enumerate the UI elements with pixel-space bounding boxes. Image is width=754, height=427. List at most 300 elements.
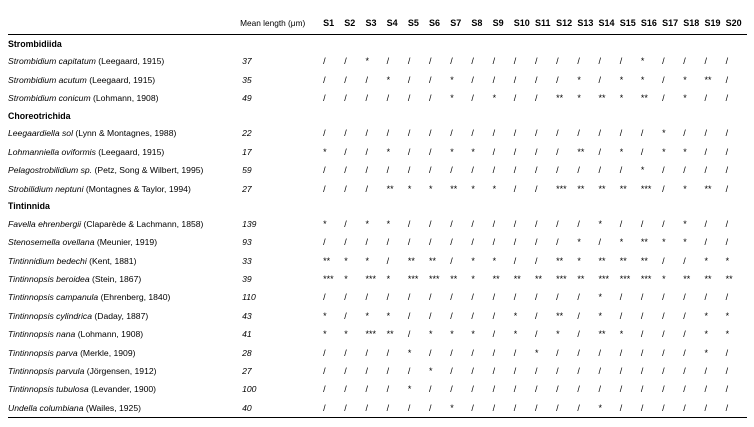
abundance-cell: * <box>704 255 708 266</box>
species-name: Stenosemella ovellana <box>8 237 95 248</box>
abundance-cell: / <box>556 146 559 157</box>
abundance-cell: / <box>704 384 707 395</box>
abundance-cell: / <box>534 384 538 395</box>
abundance-cell: ** <box>450 274 458 285</box>
abundance-cell: / <box>619 310 623 321</box>
abundance-cell: / <box>365 237 368 248</box>
abundance-cell: ** <box>534 274 542 285</box>
abundance-cell: * <box>429 183 433 194</box>
abundance-cell: / <box>492 74 496 85</box>
abundance-cell: / <box>726 399 747 418</box>
station-header-s3: S3 <box>365 12 386 35</box>
species-authority: (Kent, 1881) <box>89 255 137 266</box>
table-row <box>8 179 747 197</box>
table-row <box>8 325 747 343</box>
abundance-cell: / <box>492 384 496 395</box>
abundance-cell: / <box>556 74 559 85</box>
section-row <box>8 35 747 53</box>
abundance-cell: / <box>344 128 347 139</box>
abundance-cell: * <box>619 237 624 248</box>
abundance-cell: * <box>725 329 730 340</box>
station-header-s4: S4 <box>387 12 408 35</box>
abundance-cell: / <box>535 399 556 418</box>
abundance-cell: / <box>492 56 496 67</box>
species-name: Tintinnopsis beroidea <box>8 274 90 285</box>
abundance-cell: * <box>450 146 454 157</box>
table-row <box>8 380 747 398</box>
species-authority: (Stein, 1867) <box>92 274 142 285</box>
abundance-cell: * <box>683 183 687 194</box>
abundance-cell: / <box>323 74 326 85</box>
abundance-cell: / <box>619 347 623 358</box>
abundance-cell: / <box>619 218 623 229</box>
mean-length-cell: 37 <box>242 56 252 67</box>
abundance-cell: / <box>344 347 347 358</box>
abundance-cell: ** <box>556 92 564 103</box>
abundance-cell: / <box>704 218 707 229</box>
abundance-cell: / <box>513 384 517 395</box>
abundance-cell: / <box>577 399 598 418</box>
abundance-cell: / <box>513 165 517 176</box>
section-title: Choreotrichida <box>8 110 71 121</box>
abundance-cell: / <box>662 329 665 340</box>
abundance-cell: ** <box>513 274 521 285</box>
abundance-cell: ** <box>556 310 564 321</box>
abundance-cell: / <box>365 146 368 157</box>
abundance-cell: / <box>471 237 474 248</box>
abundance-cell: ** <box>577 183 585 194</box>
abundance-cell: *** <box>619 274 631 285</box>
abundance-cell: / <box>725 292 729 303</box>
abundance-cell: / <box>662 92 665 103</box>
station-header-s5: S5 <box>408 12 429 35</box>
abundance-cell: / <box>534 329 538 340</box>
abundance-cell: / <box>323 384 326 395</box>
abundance-cell: * <box>407 347 412 358</box>
abundance-cell: *** <box>429 274 440 285</box>
abundance-cell: / <box>429 218 432 229</box>
abundance-cell: / <box>407 292 411 303</box>
abundance-cell: * <box>323 218 327 229</box>
species-name: Strombidium conicum <box>8 92 91 103</box>
abundance-cell: / <box>534 292 538 303</box>
abundance-cell: *** <box>323 274 334 285</box>
abundance-cell: / <box>662 399 683 418</box>
abundance-cell: * <box>640 165 645 176</box>
abundance-cell: / <box>344 218 347 229</box>
abundance-cell: / <box>640 366 644 377</box>
abundance-cell: * <box>683 146 687 157</box>
abundance-cell: / <box>387 399 408 418</box>
abundance-cell: / <box>513 366 517 377</box>
abundance-cell: / <box>598 74 602 85</box>
abundance-cell: * <box>492 255 497 266</box>
abundance-cell: / <box>704 292 707 303</box>
abundance-cell: / <box>323 399 344 418</box>
species-cell <box>8 288 240 306</box>
abundance-cell: ** <box>725 274 733 285</box>
abundance-cell: *** <box>556 183 567 194</box>
abundance-cell: / <box>662 255 665 266</box>
abundance-cell: / <box>407 237 411 248</box>
abundance-cell: / <box>492 218 496 229</box>
abundance-cell: / <box>407 74 411 85</box>
table-row <box>8 362 747 380</box>
abundance-cell: *** <box>640 274 652 285</box>
abundance-cell: / <box>577 218 580 229</box>
abundance-cell: * <box>513 310 518 321</box>
abundance-cell: / <box>725 237 729 248</box>
abundance-cell: / <box>323 183 326 194</box>
abundance-cell: ** <box>429 255 437 266</box>
abundance-cell: / <box>513 56 517 67</box>
abundance-cell: / <box>514 399 535 418</box>
abundance-cell: / <box>492 165 496 176</box>
mean-length-cell: 43 <box>242 310 252 321</box>
abundance-cell: / <box>323 292 326 303</box>
abundance-cell: / <box>407 329 411 340</box>
species-name: Strombidium capitatum <box>8 56 96 67</box>
abundance-cell: * <box>619 92 624 103</box>
abundance-cell: / <box>683 329 686 340</box>
abundance-cell: / <box>704 56 707 67</box>
abundance-cell: / <box>662 183 665 194</box>
abundance-cell: / <box>534 146 538 157</box>
abundance-cell: / <box>662 292 665 303</box>
abundance-cell: / <box>450 165 453 176</box>
abundance-cell: * <box>365 56 369 67</box>
abundance-cell: * <box>577 255 581 266</box>
abundance-cell: / <box>408 399 429 418</box>
table-row <box>8 270 747 288</box>
abundance-cell: ** <box>619 183 627 194</box>
mean-length-cell: 39 <box>242 274 252 285</box>
species-name: Tintinnopsis tubulosa <box>8 384 89 395</box>
abundance-cell: * <box>429 329 433 340</box>
abundance-cell: ** <box>619 255 627 266</box>
species-name: Lohmanniella oviformis <box>8 146 96 157</box>
abundance-cell: / <box>725 183 729 194</box>
species-authority: (Claparède & Lachmann, 1858) <box>83 218 204 229</box>
species-cell <box>8 380 240 398</box>
abundance-cell: / <box>365 74 368 85</box>
abundance-cell: / <box>344 310 347 321</box>
abundance-cell: / <box>450 255 453 266</box>
species-authority: (Leegaard, 1915) <box>89 74 156 85</box>
species-cell <box>8 52 240 70</box>
abundance-cell: * <box>323 329 327 340</box>
abundance-cell: / <box>386 255 390 266</box>
station-header-s2: S2 <box>344 12 365 35</box>
abundance-cell: / <box>513 218 517 229</box>
abundance-cell: * <box>598 292 603 303</box>
abundance-cell: / <box>365 347 368 358</box>
abundance-cell: / <box>471 384 474 395</box>
abundance-cell: / <box>513 92 517 103</box>
abundance-cell: / <box>365 92 368 103</box>
abundance-cell: / <box>725 347 729 358</box>
species-authority: (Levander, 1900) <box>91 384 157 395</box>
species-authority: (Merkle, 1909) <box>80 347 136 358</box>
abundance-cell: / <box>556 366 559 377</box>
abundance-cell: * <box>386 218 391 229</box>
abundance-cell: / <box>471 310 474 321</box>
abundance-cell: / <box>598 237 602 248</box>
abundance-cell: / <box>365 128 368 139</box>
abundance-cell: *** <box>556 274 567 285</box>
species-cell <box>8 399 240 418</box>
abundance-cell: * <box>471 183 475 194</box>
table-body <box>8 35 747 418</box>
station-header-s11: S11 <box>535 12 556 35</box>
abundance-cell: ** <box>386 329 394 340</box>
abundance-cell: ** <box>683 274 691 285</box>
species-authority: (Leegaard, 1915) <box>98 56 165 67</box>
abundance-cell: / <box>429 92 432 103</box>
abundance-cell: / <box>725 218 729 229</box>
abundance-cell: / <box>429 399 450 418</box>
abundance-cell: / <box>450 292 453 303</box>
abundance-cell: / <box>534 92 538 103</box>
abundance-cell: / <box>492 146 496 157</box>
abundance-cell: / <box>640 384 644 395</box>
species-cell <box>8 362 240 380</box>
abundance-cell: / <box>513 183 517 194</box>
abundance-cell: / <box>429 237 432 248</box>
abundance-cell: / <box>534 255 538 266</box>
abundance-cell: ** <box>598 255 606 266</box>
abundance-cell: ** <box>407 255 415 266</box>
section-title: Tintinnida <box>8 201 50 212</box>
abundance-cell: / <box>683 310 686 321</box>
abundance-cell: / <box>662 74 665 85</box>
abundance-cell: / <box>556 165 559 176</box>
abundance-cell: / <box>640 128 644 139</box>
mean-length-cell: 27 <box>242 183 252 194</box>
abundance-cell: / <box>492 128 496 139</box>
species-authority: (Lohmann, 1908) <box>77 329 144 340</box>
abundance-cell: / <box>365 384 368 395</box>
abundance-cell: ** <box>450 183 458 194</box>
station-header-s15: S15 <box>620 12 641 35</box>
abundance-cell: / <box>344 146 347 157</box>
abundance-cell: / <box>471 56 474 67</box>
species-cell <box>8 124 240 142</box>
abundance-cell: / <box>492 329 496 340</box>
abundance-cell: / <box>640 146 644 157</box>
species-cell <box>8 143 240 161</box>
abundance-cell: / <box>725 366 729 377</box>
species-name: Strombidium acutum <box>8 74 87 85</box>
abundance-cell: / <box>471 74 474 85</box>
abundance-cell: / <box>386 128 390 139</box>
abundance-cell: / <box>683 255 686 266</box>
abundance-cell: * <box>725 310 730 321</box>
table-row <box>8 70 747 88</box>
table-row <box>8 52 747 70</box>
abundance-cell: / <box>492 237 496 248</box>
abundance-cell: / <box>323 56 326 67</box>
abundance-cell: / <box>407 128 411 139</box>
abundance-cell: * <box>598 310 603 321</box>
abundance-cell: / <box>450 347 453 358</box>
abundance-cell: ** <box>598 183 606 194</box>
abundance-cell: * <box>323 310 327 321</box>
species-cell <box>8 89 240 107</box>
abundance-cell: / <box>662 218 665 229</box>
abundance-cell: / <box>534 183 538 194</box>
table-row <box>8 124 747 142</box>
abundance-cell: ** <box>640 255 648 266</box>
abundance-cell: / <box>704 128 707 139</box>
abundance-cell: / <box>323 165 326 176</box>
abundance-cell: / <box>704 146 707 157</box>
species-name: Favella ehrenbergii <box>8 218 82 229</box>
abundance-cell: / <box>640 292 644 303</box>
abundance-cell: / <box>577 310 580 321</box>
section-title: Strombidiida <box>8 38 62 49</box>
station-header-s7: S7 <box>450 12 471 35</box>
abundance-cell: / <box>344 366 347 377</box>
abundance-cell: / <box>471 399 492 418</box>
abundance-cell: / <box>344 292 347 303</box>
abundance-cell: / <box>534 165 538 176</box>
species-name: Undella columbiana <box>8 402 84 413</box>
abundance-cell: / <box>407 92 411 103</box>
abundance-cell: / <box>407 218 411 229</box>
abundance-cell: / <box>556 292 559 303</box>
abundance-cell: * <box>662 274 666 285</box>
abundance-cell: ** <box>640 237 648 248</box>
section-row <box>8 198 747 215</box>
abundance-cell: / <box>365 399 386 418</box>
table-row <box>8 233 747 251</box>
abundance-cell: / <box>450 218 453 229</box>
abundance-cell: / <box>407 146 411 157</box>
abundance-cell: * <box>704 347 708 358</box>
abundance-cell: / <box>598 384 602 395</box>
station-header-s16: S16 <box>641 12 662 35</box>
table-row <box>8 399 747 418</box>
species-name: Leegaardiella sol <box>8 128 73 139</box>
abundance-cell: / <box>534 366 538 377</box>
mean-length-cell: 110 <box>242 292 256 303</box>
abundance-cell: * <box>577 92 581 103</box>
species-name: Tintinnopsis campanula <box>8 292 99 303</box>
abundance-cell: / <box>407 165 411 176</box>
abundance-cell: * <box>662 128 666 139</box>
species-name: Tintinnopsis parva <box>8 347 78 358</box>
abundance-cell: / <box>725 56 729 67</box>
species-authority: (Lohmann, 1908) <box>93 92 159 103</box>
abundance-cell: ** <box>577 274 585 285</box>
abundance-cell: / <box>725 92 729 103</box>
abundance-cell: * <box>599 399 620 418</box>
mean-length-cell: 35 <box>242 74 252 85</box>
station-header-s13: S13 <box>577 12 598 35</box>
section-row <box>8 107 747 124</box>
mean-length-cell: 49 <box>242 92 252 103</box>
abundance-cell: / <box>471 92 474 103</box>
abundance-cell: / <box>556 347 559 358</box>
abundance-cell: / <box>344 384 347 395</box>
species-cell <box>8 161 240 179</box>
species-authority: (Ehrenberg, 1840) <box>100 292 171 303</box>
species-cell <box>8 270 240 288</box>
abundance-cell: / <box>365 366 368 377</box>
abundance-cell: / <box>598 165 602 176</box>
abundance-cell: * <box>429 366 433 377</box>
mean-length-cell: 100 <box>242 384 257 395</box>
abundance-cell: / <box>619 165 623 176</box>
abundance-cell: / <box>450 310 453 321</box>
abundance-cell: / <box>429 74 432 85</box>
abundance-cell: / <box>450 56 453 67</box>
abundance-cell: / <box>344 183 347 194</box>
abundance-cell: / <box>513 347 517 358</box>
abundance-cell: / <box>323 366 326 377</box>
abundance-cell: / <box>492 366 496 377</box>
abundance-cell: / <box>471 366 474 377</box>
abundance-cell: * <box>662 146 666 157</box>
abundance-cell: / <box>725 384 729 395</box>
table-row <box>8 89 747 107</box>
abundance-cell: / <box>429 347 432 358</box>
abundance-cell: / <box>493 399 514 418</box>
station-header-s17: S17 <box>662 12 683 35</box>
abundance-cell: / <box>365 292 368 303</box>
abundance-cell: / <box>598 347 602 358</box>
abundance-cell: ** <box>556 255 564 266</box>
abundance-cell: / <box>640 347 644 358</box>
species-authority: (Leegaard, 1915) <box>98 146 165 157</box>
abundance-cell: / <box>471 165 474 176</box>
abundance-cell: / <box>577 165 580 176</box>
abundance-cell: / <box>619 384 623 395</box>
abundance-cell: / <box>683 366 686 377</box>
abundance-cell: * <box>619 329 624 340</box>
abundance-cell: * <box>534 347 539 358</box>
abundance-cell: * <box>619 146 624 157</box>
abundance-cell: * <box>492 92 497 103</box>
table-row <box>8 343 747 361</box>
station-header-s10: S10 <box>514 12 535 35</box>
mean-length-cell: 41 <box>242 329 252 340</box>
abundance-cell: * <box>513 329 518 340</box>
species-cell <box>8 307 240 325</box>
table-row <box>8 161 747 179</box>
abundance-cell: / <box>492 310 496 321</box>
species-authority: (Wailes, 1925) <box>85 402 141 413</box>
abundance-cell: *** <box>640 183 652 194</box>
station-header-s14: S14 <box>599 12 620 35</box>
abundance-cell: / <box>683 165 686 176</box>
abundance-cell: / <box>429 384 432 395</box>
abundance-cell: * <box>704 329 708 340</box>
table-row <box>8 252 747 270</box>
abundance-cell: / <box>683 399 704 418</box>
abundance-cell: * <box>344 255 348 266</box>
header-row <box>8 12 747 35</box>
species-cell <box>8 233 240 251</box>
mean-length-cell: 22 <box>242 128 252 139</box>
abundance-cell: ** <box>704 74 712 85</box>
abundance-cell: * <box>407 183 412 194</box>
abundance-cell: / <box>323 92 326 103</box>
abundance-cell: / <box>577 347 580 358</box>
abundance-cell: * <box>365 255 369 266</box>
mean-length-cell: 33 <box>242 255 252 266</box>
